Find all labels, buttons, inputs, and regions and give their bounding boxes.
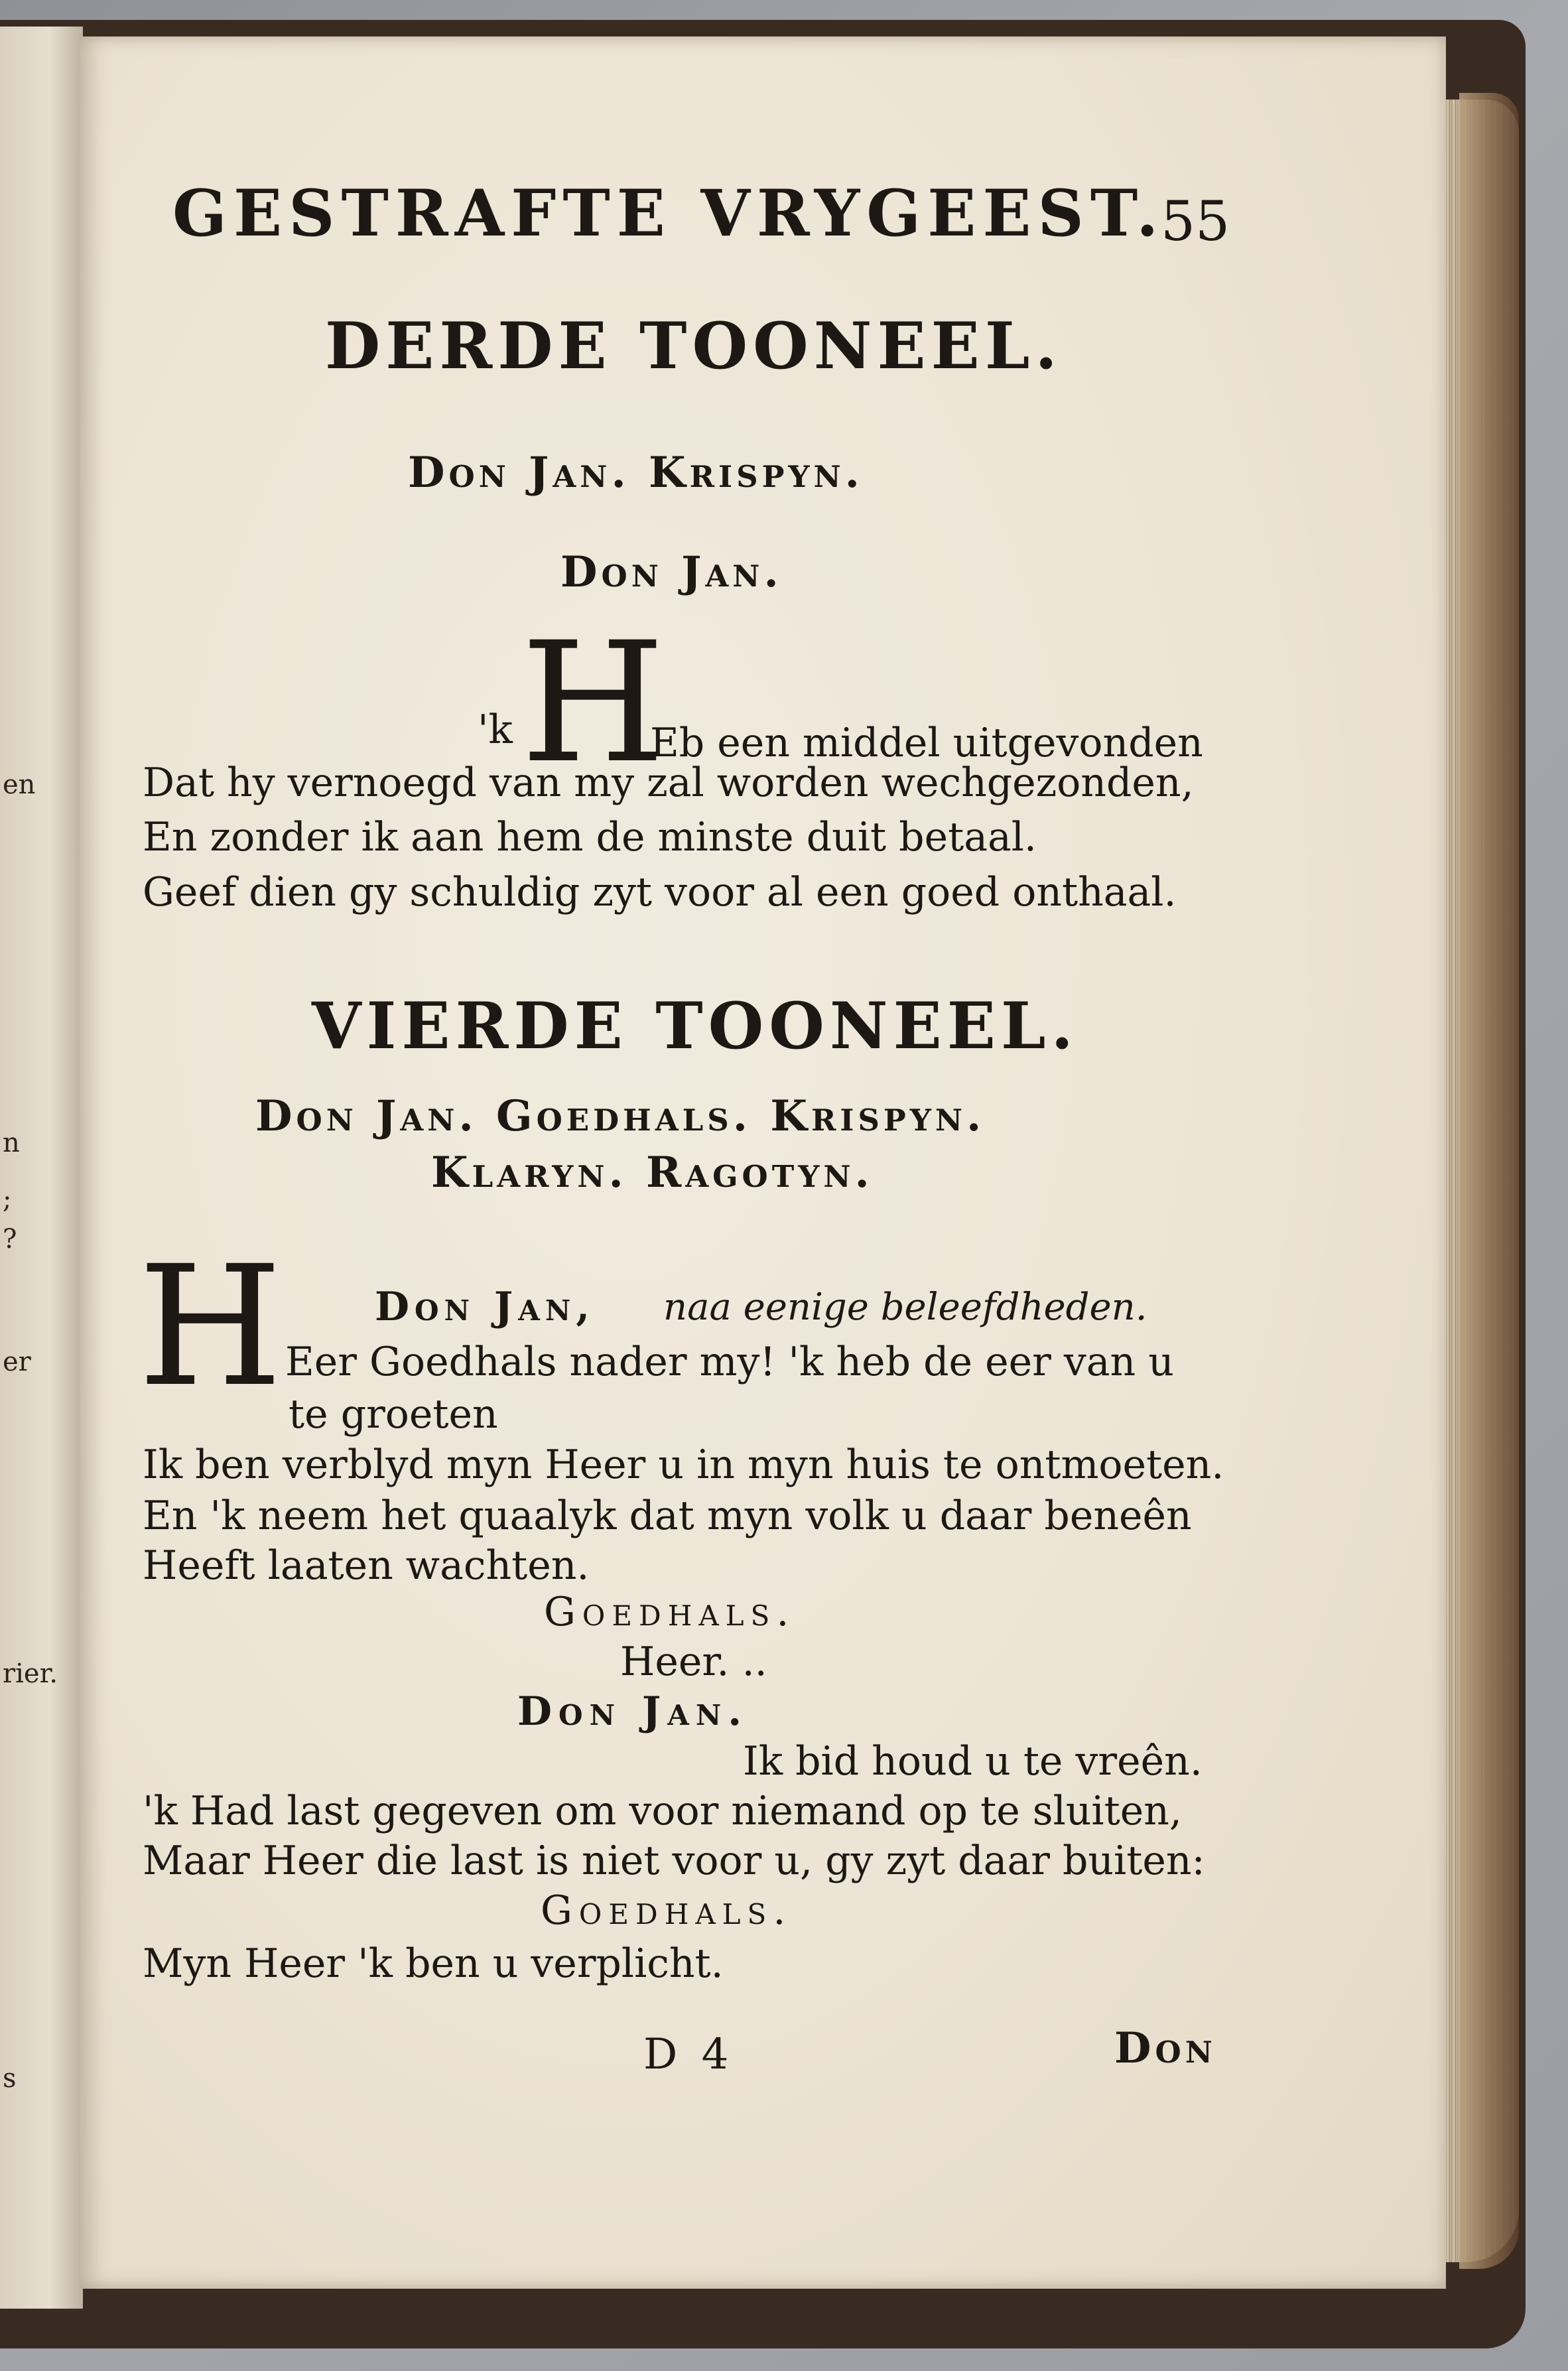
scene-cast-list: Don Jan. Krispyn. <box>408 448 864 498</box>
stage-direction: naa eenige beleefdheden. <box>663 1286 1147 1329</box>
book-fore-edge <box>1459 93 1519 2269</box>
verse-line: 'k Had last gegeven om voor niemand op te sluiten, <box>143 1788 1182 1834</box>
scene-cast-list: Klaryn. Ragotyn. <box>431 1148 874 1197</box>
speaker-name: Goedhals. <box>544 1589 796 1635</box>
verse-line: te groeten <box>289 1391 498 1438</box>
verse-line: Myn Heer 'k ben u verplicht. <box>143 1940 724 1987</box>
scene-heading-derde: DERDE TOONEEL. <box>325 308 1063 383</box>
scene-cast-list: Don Jan. Goedhals. Krispyn. <box>255 1091 986 1141</box>
verse-line: Dat hy vernoegd van my zal worden wechgezonden, <box>143 760 1194 806</box>
speaker-name: Don Jan, <box>375 1284 596 1330</box>
signature-mark: D 4 <box>643 2030 734 2079</box>
page-number: 55 <box>1161 190 1230 253</box>
verse-line-prefix: 'k <box>478 707 513 753</box>
drop-cap-initial: H <box>521 606 666 799</box>
speaker-name: Don Jan. <box>560 547 783 597</box>
drop-cap-initial: H <box>138 1230 283 1423</box>
margin-fragment: er <box>3 1347 31 1377</box>
verse-line: Maar Heer die last is niet voor u, gy zyt daar buiten: <box>143 1838 1205 1884</box>
verse-line: Ik ben verblyd myn Heer u in myn huis te ontmoeten. <box>143 1442 1224 1488</box>
margin-fragment: ; <box>3 1184 12 1215</box>
verse-line: Geef dien gy schuldig zyt voor al een goed onthaal. <box>143 869 1177 915</box>
margin-fragment: en <box>3 770 36 800</box>
margin-fragment: ? <box>3 1224 17 1254</box>
speaker-name: Goedhals. <box>541 1887 793 1934</box>
margin-fragment: s <box>3 2063 17 2094</box>
speaker-name: Don Jan. <box>517 1688 749 1735</box>
running-head: GESTRAFTE VRYGEEST. <box>172 176 1165 251</box>
book-page <box>80 36 1446 2289</box>
margin-fragment: n <box>3 1128 20 1158</box>
catchword: Don <box>1114 2023 1216 2073</box>
verse-line: Eer Goedhals nader my! 'k heb de eer van u <box>285 1339 1174 1385</box>
facing-page-left <box>0 27 83 2309</box>
verse-line: Ik bid houd u te vreên. <box>743 1738 1203 1785</box>
verse-line: Eb een middel uitgevonden <box>650 720 1203 766</box>
verse-line: En 'k neem het quaalyk dat myn volk u daar beneên <box>143 1493 1192 1539</box>
verse-line: En zonder ik aan hem de minste duit betaal. <box>143 814 1037 860</box>
verse-line: Heeft laaten wachten. <box>143 1542 590 1589</box>
verse-line: Heer. .. <box>620 1639 767 1685</box>
scene-heading-vierde: VIERDE TOONEEL. <box>312 988 1078 1063</box>
margin-fragment: rier. <box>3 1659 58 1689</box>
